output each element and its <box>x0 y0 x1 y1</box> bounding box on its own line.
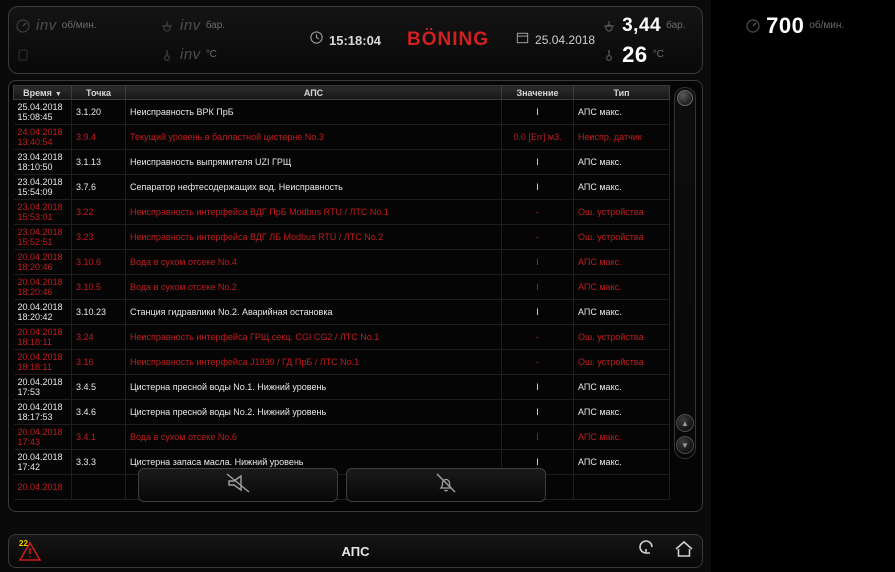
row-value: - <box>502 325 574 350</box>
table-row[interactable] <box>14 125 670 150</box>
row-type: АПС макс. <box>574 100 670 125</box>
row-aps: Неисправность интерфейса ВДГ ЛБ Modbus RTU / ЛТС No.2 <box>126 225 502 250</box>
pressure-icon <box>159 18 175 34</box>
sort-caret-icon: ▼ <box>54 90 62 98</box>
alarm-triangle-icon[interactable] <box>17 540 43 562</box>
row-aps: Цистерна пресной воды No.2. Нижний уровень <box>126 400 502 425</box>
row-type: Ош. устройства <box>574 200 670 225</box>
row-value: I <box>502 375 574 400</box>
row-time: 17:43 <box>17 437 41 447</box>
row-date: 20.04.2018 <box>17 377 63 387</box>
date-value: 25.04.2018 <box>535 33 596 47</box>
row-point: 3.23 <box>72 225 126 250</box>
pressure-icon <box>601 18 617 34</box>
row-aps: Текущий уровень в балластной цистерне No.3 <box>126 125 502 150</box>
row-time: 18:18:11 <box>17 337 52 347</box>
gauge-pressure-left-value: inv <box>180 17 201 34</box>
gauge-pressure-right-value: 3,44 <box>622 14 662 36</box>
row-time: 17:42 <box>17 462 41 472</box>
gauge-pressure-right <box>601 11 745 40</box>
back-arrow-icon[interactable] <box>642 540 662 563</box>
column-header-point[interactable]: Точка <box>72 86 126 100</box>
table-row[interactable] <box>14 375 670 400</box>
row-date: 23.04.2018 <box>17 202 63 212</box>
row-type: Неиспр. датчик <box>574 125 670 150</box>
row-point: 3.10.23 <box>72 300 126 325</box>
row-date: 20.04.2018 <box>17 482 63 492</box>
tachometer-icon <box>745 18 761 34</box>
row-point: 3.9.4 <box>72 125 126 150</box>
row-value: 0.0 [Err] м3. <box>502 125 574 150</box>
row-time: 15:53:01 <box>17 212 53 222</box>
row-point: 3.1.20 <box>72 100 126 125</box>
gauge-rpm-left <box>15 11 159 40</box>
row-aps: Неисправность интерфейса J1939 / ГД ПрБ / ЛТС No.1 <box>126 350 502 375</box>
row-value: - <box>502 350 574 375</box>
row-value: I <box>502 100 574 125</box>
row-value: I <box>502 400 574 425</box>
scroll-down-button[interactable]: ▼ <box>676 436 694 454</box>
row-date: 20.04.2018 <box>17 252 63 262</box>
row-point: 3.7.6 <box>72 175 126 200</box>
row-aps: Вода в сухом отсеке No.6 <box>126 425 502 450</box>
row-point: 3.10.6 <box>72 250 126 275</box>
table-row[interactable] <box>14 175 670 200</box>
table-row[interactable] <box>14 350 670 375</box>
column-header-value[interactable]: Значение <box>502 86 574 100</box>
row-aps: Вода в сухом отсеке No.4 <box>126 250 502 275</box>
vertical-scrollbar[interactable] <box>674 87 696 459</box>
gauge-rpm-right-value: 700 <box>766 12 805 38</box>
row-type: Ош. устройства <box>574 225 670 250</box>
thermometer-icon <box>159 47 175 63</box>
top-status-header <box>8 6 845 74</box>
gauge-temp-right-unit: °C <box>652 49 664 60</box>
row-value: I <box>502 300 574 325</box>
brand-logo: BÖNING <box>407 29 490 50</box>
clock-icon <box>309 30 324 50</box>
row-date: 20.04.2018 <box>17 452 63 462</box>
row-time: 15:54:09 <box>17 187 53 197</box>
row-time: 13:40:54 <box>17 137 53 147</box>
gauge-temp-left-unit: °C <box>205 49 217 60</box>
row-type: АПС макс. <box>574 175 670 200</box>
row-type: Ош. устройства <box>574 325 670 350</box>
row-aps: Станция гидравлики No.2. Аварийная остановка <box>126 300 502 325</box>
gauge-pressure-left-unit: бар. <box>205 20 226 31</box>
bottom-status-bar <box>8 534 703 568</box>
row-time: 15:52:51 <box>17 237 53 247</box>
header-right-gauges <box>595 7 895 73</box>
table-row[interactable] <box>14 275 670 300</box>
row-time: 18:20:46 <box>17 262 53 272</box>
alarm-list-panel <box>8 80 703 512</box>
row-date: 23.04.2018 <box>17 227 63 237</box>
row-value: I <box>502 275 574 300</box>
alarm-count: 22 <box>19 539 28 548</box>
gauge-temp-right <box>601 40 745 69</box>
calendar-icon <box>515 30 530 50</box>
row-date: 20.04.2018 <box>17 277 63 287</box>
row-aps: Неисправность ВРК ПрБ <box>126 100 502 125</box>
clock <box>309 30 381 50</box>
row-value: I <box>502 175 574 200</box>
clock-time: 15:18:04 <box>329 32 382 48</box>
row-aps: Неисправность выпрямителя UZI ГРЩ <box>126 150 502 175</box>
table-row[interactable] <box>14 250 670 275</box>
row-point: 3.10.5 <box>72 275 126 300</box>
status-nav-buttons <box>574 540 694 563</box>
table-row[interactable] <box>14 150 670 175</box>
level-icon <box>15 47 31 63</box>
row-type: АПС макс. <box>574 250 670 275</box>
gauge-rpm-left-value: inv <box>36 17 57 34</box>
table-row[interactable] <box>14 100 670 125</box>
row-value: I <box>502 250 574 275</box>
row-date: 20.04.2018 <box>17 352 63 362</box>
row-point: 3.4.5 <box>72 375 126 400</box>
row-aps: Неисправность интерфейса ВДГ ПрБ Modbus RTU / ЛТС No.1 <box>126 200 502 225</box>
row-point: 3.4.6 <box>72 400 126 425</box>
row-point: 3.22 <box>72 200 126 225</box>
row-date: 25.04.2018 <box>17 102 63 112</box>
gauge-pressure-right-unit: бар. <box>666 20 686 31</box>
date-display <box>515 30 595 50</box>
table-header-row <box>14 86 670 100</box>
row-point: 3.16 <box>72 350 126 375</box>
status-alarm-indicator[interactable] <box>17 540 137 562</box>
scrollbar-thumb[interactable] <box>677 90 693 106</box>
row-aps: Цистерна пресной воды No.1. Нижний уровень <box>126 375 502 400</box>
row-date: 20.04.2018 <box>17 402 63 412</box>
alarm-table <box>13 85 670 500</box>
panel-action-bar <box>9 463 674 507</box>
row-point: 3.1.13 <box>72 150 126 175</box>
row-date: 23.04.2018 <box>17 177 63 187</box>
row-type: АПС макс. <box>574 375 670 400</box>
gauge-temp-right-value: 26 <box>622 41 648 67</box>
row-type: АПС макс. <box>574 275 670 300</box>
row-value: I <box>502 425 574 450</box>
gauge-level-left <box>15 40 159 69</box>
page-title: АПС <box>341 543 370 559</box>
row-time: 18:17:53 <box>17 412 53 422</box>
row-value: I <box>502 150 574 175</box>
row-date: 20.04.2018 <box>17 327 63 337</box>
row-value: - <box>502 200 574 225</box>
row-date: 20.04.2018 <box>17 427 63 437</box>
gauge-rpm-right-unit: об/мин. <box>809 20 845 31</box>
scroll-up-button[interactable]: ▲ <box>676 414 694 432</box>
table-row[interactable] <box>14 425 670 450</box>
table-row[interactable] <box>14 400 670 425</box>
row-aps: Сепаратор нефтесодержащих вод. Неисправность <box>126 175 502 200</box>
acknowledge-alarm-button[interactable] <box>346 468 546 502</box>
gauge-temp-left <box>159 40 303 69</box>
row-point: 3.4.1 <box>72 425 126 450</box>
table-row[interactable] <box>14 200 670 225</box>
row-date: 20.04.2018 <box>17 302 63 312</box>
row-type: АПС макс. <box>574 425 670 450</box>
alarm-table-body <box>14 100 670 500</box>
row-time: 18:18:11 <box>17 362 52 372</box>
row-value: I <box>502 450 574 475</box>
gauge-rpm-right <box>745 11 889 40</box>
table-row[interactable] <box>14 225 670 250</box>
gauge-temp-left-value: inv <box>180 46 201 63</box>
horn-mute-icon <box>225 472 251 499</box>
column-header-aps[interactable]: АПС <box>126 86 502 100</box>
row-date: 24.04.2018 <box>17 127 63 137</box>
table-row[interactable] <box>14 325 670 350</box>
bell-mute-icon <box>434 472 458 499</box>
row-aps: Вода в сухом отсеке No.2 <box>126 275 502 300</box>
row-time: 17:53 <box>17 387 41 397</box>
column-header-time[interactable]: Время ▼ <box>14 86 72 100</box>
header-left-gauges <box>9 7 309 73</box>
home-icon[interactable] <box>674 540 694 563</box>
gauge-rpm-left-unit: об/мин. <box>61 20 97 31</box>
gauge-pressure-left <box>159 11 303 40</box>
row-point: 3.3.3 <box>72 450 126 475</box>
row-type: АПС макс. <box>574 400 670 425</box>
header-center <box>309 7 595 73</box>
row-type: АПС макс. <box>574 450 670 475</box>
row-aps: Неисправность интерфейса ГРЩ секц. CGI CG2 / ЛТС No.1 <box>126 325 502 350</box>
row-time: 18:10:50 <box>17 162 53 172</box>
row-time: 15:08:45 <box>17 112 53 122</box>
row-date: 23.04.2018 <box>17 152 63 162</box>
table-row[interactable] <box>14 300 670 325</box>
alarm-table-scroll[interactable] <box>13 85 670 507</box>
row-point: 3.24 <box>72 325 126 350</box>
row-type: АПС макс. <box>574 150 670 175</box>
column-header-type[interactable]: Тип <box>574 86 670 100</box>
tachometer-icon <box>15 18 31 34</box>
row-type: Ош. устройства <box>574 350 670 375</box>
row-time: 18:20:42 <box>17 312 53 322</box>
mute-horn-button[interactable] <box>138 468 338 502</box>
row-time: 18:20:46 <box>17 287 53 297</box>
row-aps: Цистерна запаса масла. Нижний уровень <box>126 450 502 475</box>
row-value: - <box>502 225 574 250</box>
row-type: АПС макс. <box>574 300 670 325</box>
thermometer-icon <box>601 47 617 63</box>
